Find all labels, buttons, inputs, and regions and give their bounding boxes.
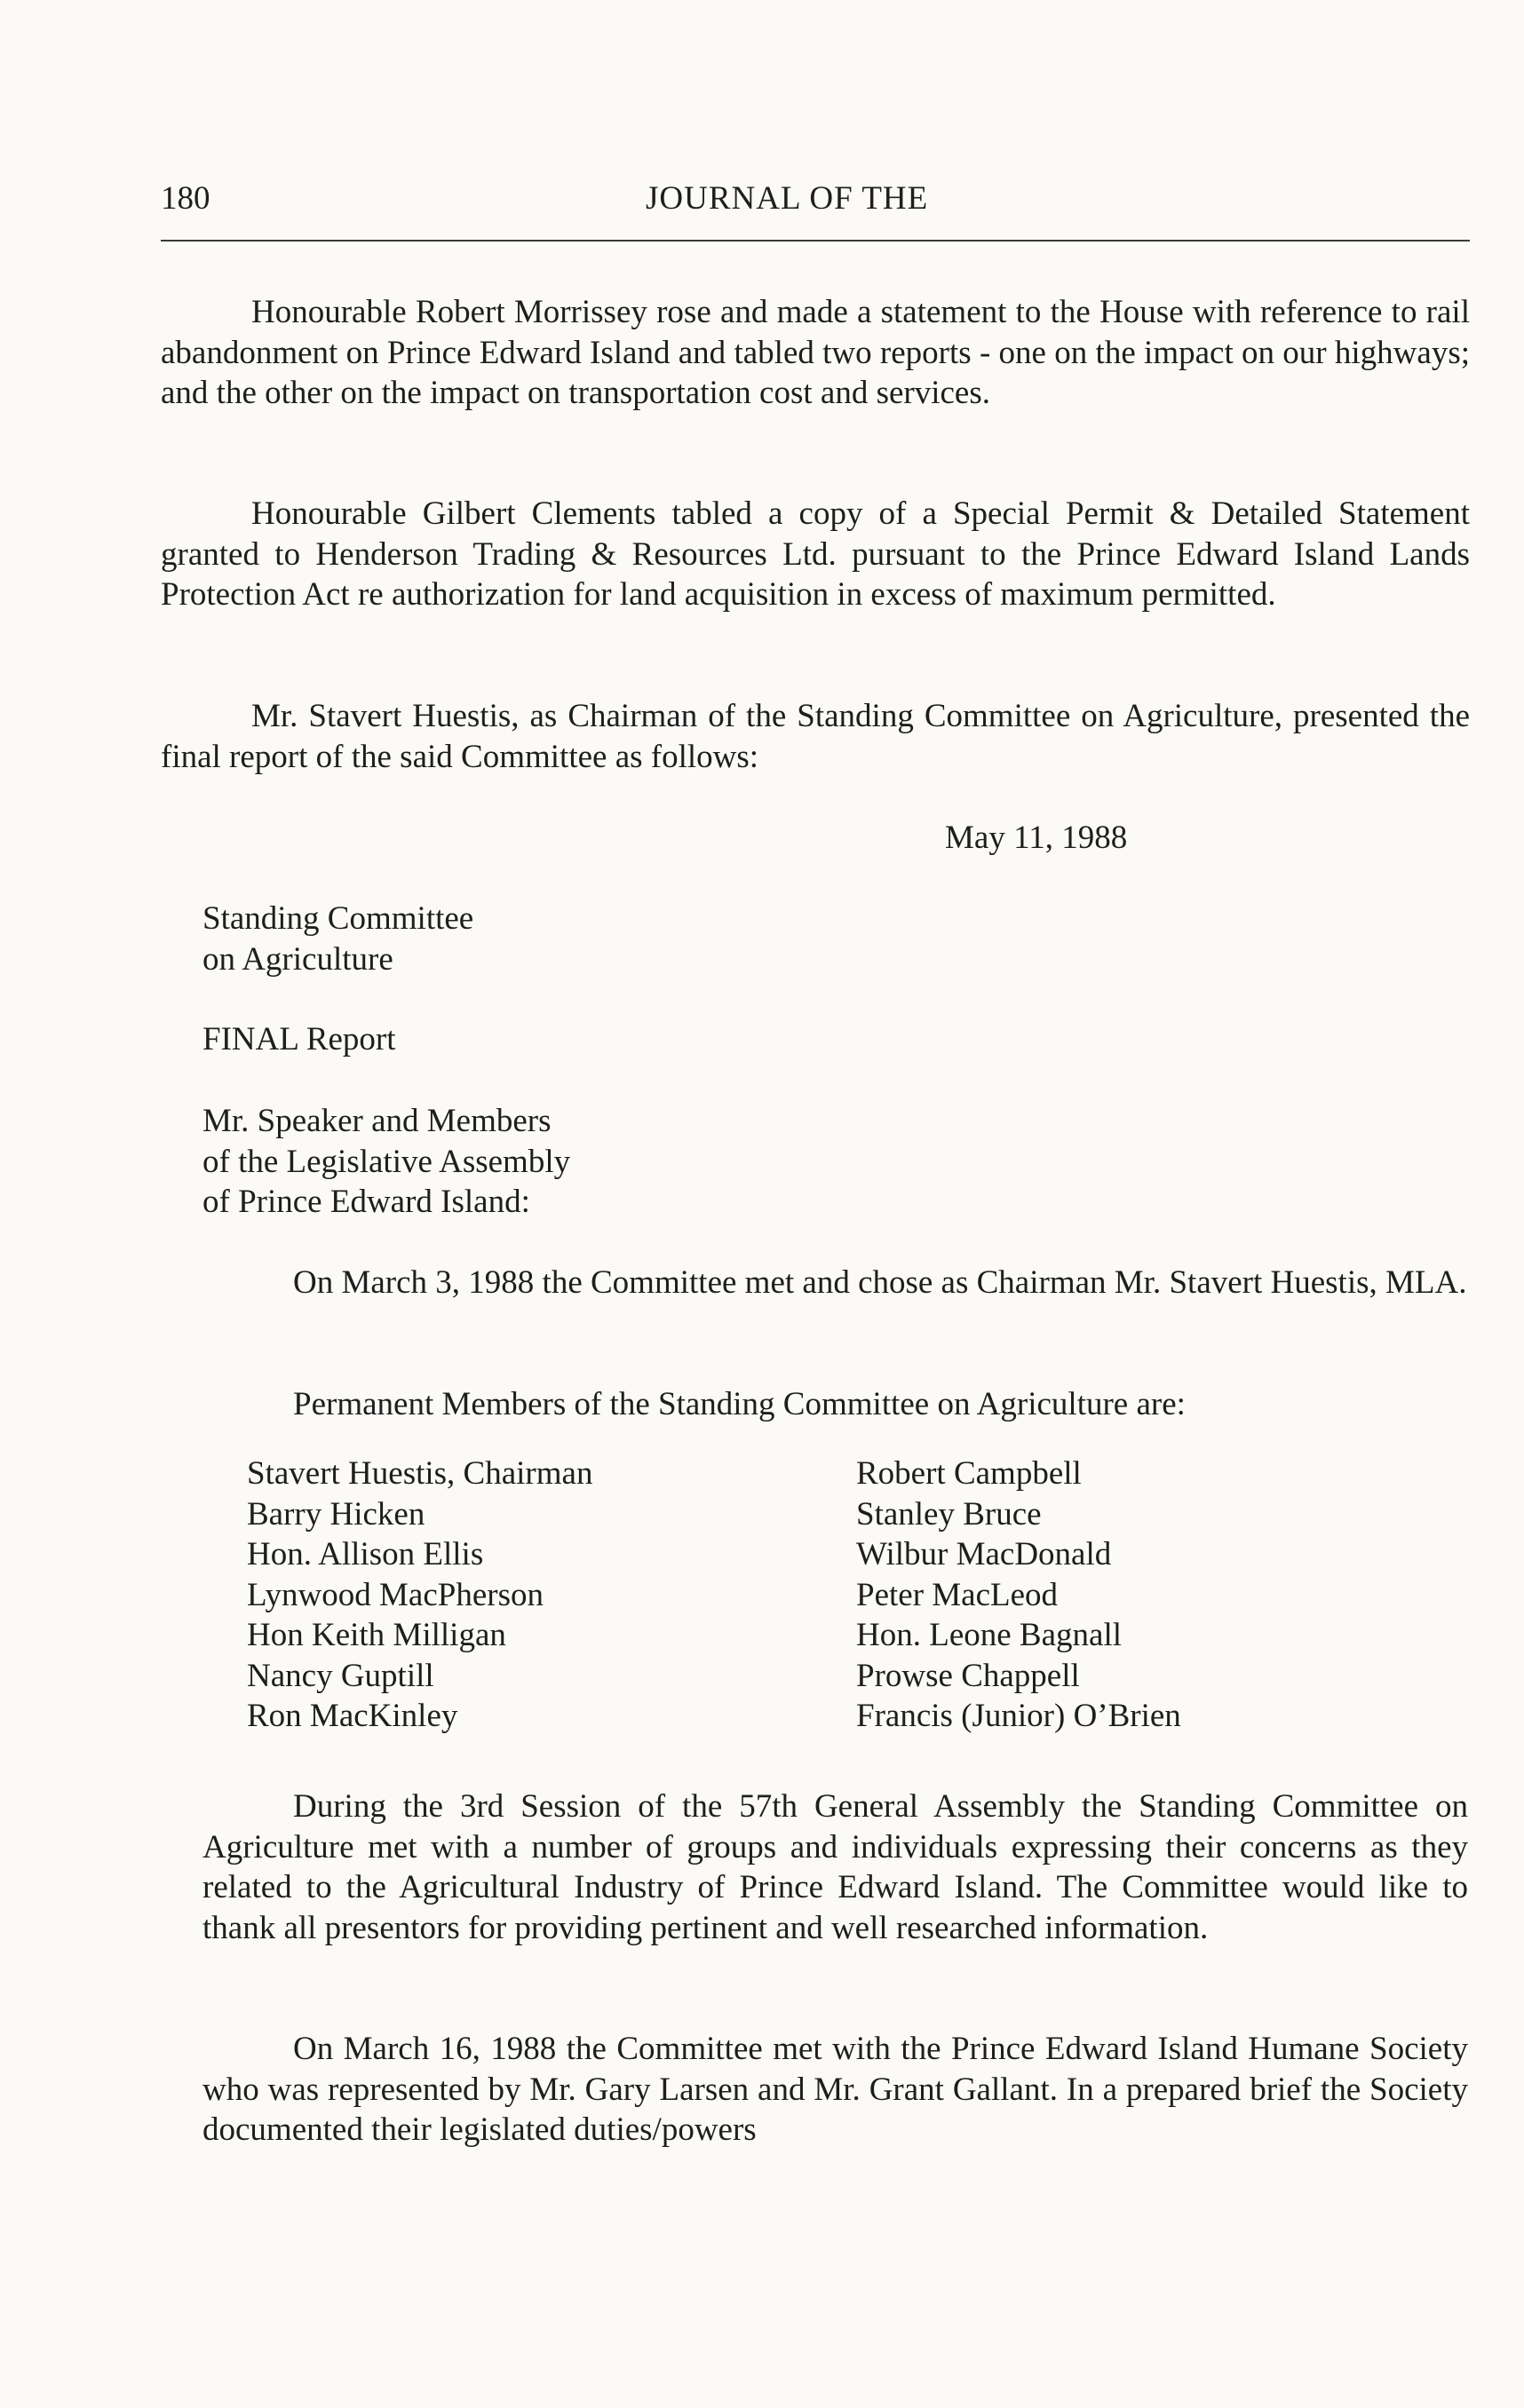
paragraph-session: During the 3rd Session of the 57th General Assembly the Standing Committee on Agriculture met with a number of groups and individuals expressing their concerns as they related to the Agricultural Industry of Prince Edward Island. The Committee would like to thank all presentors for providing pertinent and well researched information. [202, 1788, 1468, 1946]
page-header [161, 176, 1470, 222]
committee-name-line: on Agriculture [202, 940, 393, 978]
member-name: Hon. Leone Bagnall [856, 1617, 1122, 1653]
member-name: Lynwood MacPherson [247, 1576, 544, 1613]
report-date: May 11, 1988 [945, 820, 1128, 856]
member-name: Nancy Guptill [247, 1657, 434, 1694]
paragraph-clements: Honourable Gilbert Clements tabled a copy of a Special Permit & Detailed Statement granted to Henderson Trading & Resources Ltd. pursuant to the Prince Edward Island Lands Protection Act re authorization for land acquisition in excess of maximum permitted. [161, 495, 1470, 613]
member-name: Stavert Huestis, Chairman [247, 1455, 593, 1492]
member-name: Francis (Junior) O’Brien [856, 1698, 1181, 1734]
running-title: JOURNAL OF THE [646, 180, 929, 217]
paragraph-march16: On March 16, 1988 the Committee met with the Prince Edward Island Humane Society who was represented by Mr. Gary Larsen and Mr. Grant Gallant. In a prepared brief the Society documented their legislated duties/powers [202, 2031, 1468, 2148]
member-name: Ron MacKinley [247, 1698, 458, 1734]
paragraph-huestis: Mr. Stavert Huestis, as Chairman of the Standing Committee on Agriculture, presented the final report of the said Committee as follows: [161, 698, 1470, 775]
paragraph-morrissey: Honourable Robert Morrissey rose and made a statement to the House with reference to rail abandonment on Prince Edward Island and tabled two reports - one on the impact on our highways; and the other on the impact on transportation cost and services. [161, 294, 1470, 411]
member-name: Stanley Bruce [856, 1495, 1042, 1533]
member-name: Barry Hicken [247, 1495, 425, 1533]
address-line: of the Legislative Assembly [202, 1143, 571, 1180]
member-name: Robert Campbell [856, 1455, 1082, 1492]
address-block [202, 1101, 1002, 1223]
member-name: Peter MacLeod [856, 1576, 1059, 1613]
final-report-heading: FINAL Report [202, 1021, 396, 1057]
page-number: 180 [161, 180, 210, 217]
member-name: Prowse Chappell [856, 1657, 1080, 1694]
member-name: Hon Keith Milligan [247, 1617, 506, 1653]
committee-name-block [202, 899, 1002, 979]
paragraph-march3: On March 3, 1988 the Committee met and chose as Chairman Mr. Stavert Huestis, MLA. [293, 1264, 1467, 1301]
member-name: Hon. Allison Ellis [247, 1536, 484, 1572]
header-rule [161, 240, 1470, 242]
address-line: Mr. Speaker and Members [202, 1103, 552, 1139]
address-line: of Prince Edward Island: [202, 1184, 530, 1220]
members-list-left [247, 1454, 592, 1737]
member-name: Wilbur MacDonald [856, 1536, 1112, 1572]
permanent-members-intro: Permanent Members of the Standing Committee on Agriculture are: [293, 1386, 1186, 1422]
members-list-right [856, 1454, 1181, 1737]
committee-name-line: Standing Committee [202, 900, 474, 937]
